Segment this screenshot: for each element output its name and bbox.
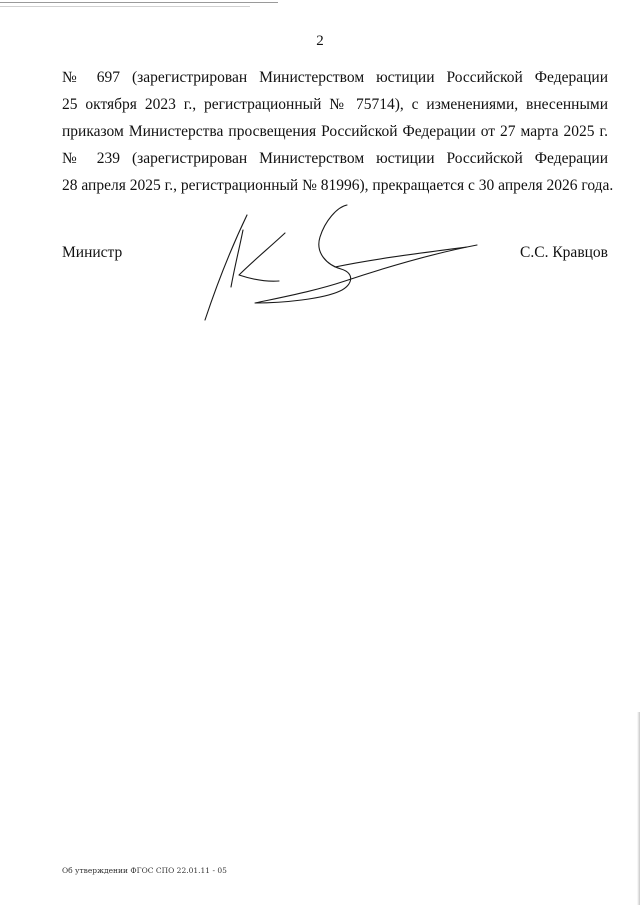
signatory-name: С.С. Кравцов bbox=[520, 244, 608, 261]
document-footer: Об утверждении ФГОС СПО 22.01.11 - 05 bbox=[62, 866, 227, 875]
body-line: приказом Министерства просвещения Российской Федерации от 27 марта 2025 г. bbox=[62, 123, 608, 140]
body-line: № 697 (зарегистрирован Министерством юстиции Российской Федерации bbox=[62, 69, 608, 86]
signatory-role: Министр bbox=[62, 244, 123, 261]
scan-top-rule-secondary bbox=[0, 6, 250, 7]
body-line: 25 октября 2023 г., регистрационный № 75714), с изменениями, внесенными bbox=[62, 96, 608, 113]
body-line: № 239 (зарегистрирован Министерством юстиции Российской Федерации bbox=[62, 150, 608, 167]
document-body bbox=[62, 64, 614, 199]
handwritten-signature bbox=[195, 195, 480, 330]
page-number: 2 bbox=[316, 33, 324, 49]
scan-top-rule bbox=[0, 2, 278, 3]
body-line: 28 апреля 2025 г., регистрационный № 81996), прекращается с 30 апреля 2026 года. bbox=[62, 177, 614, 194]
